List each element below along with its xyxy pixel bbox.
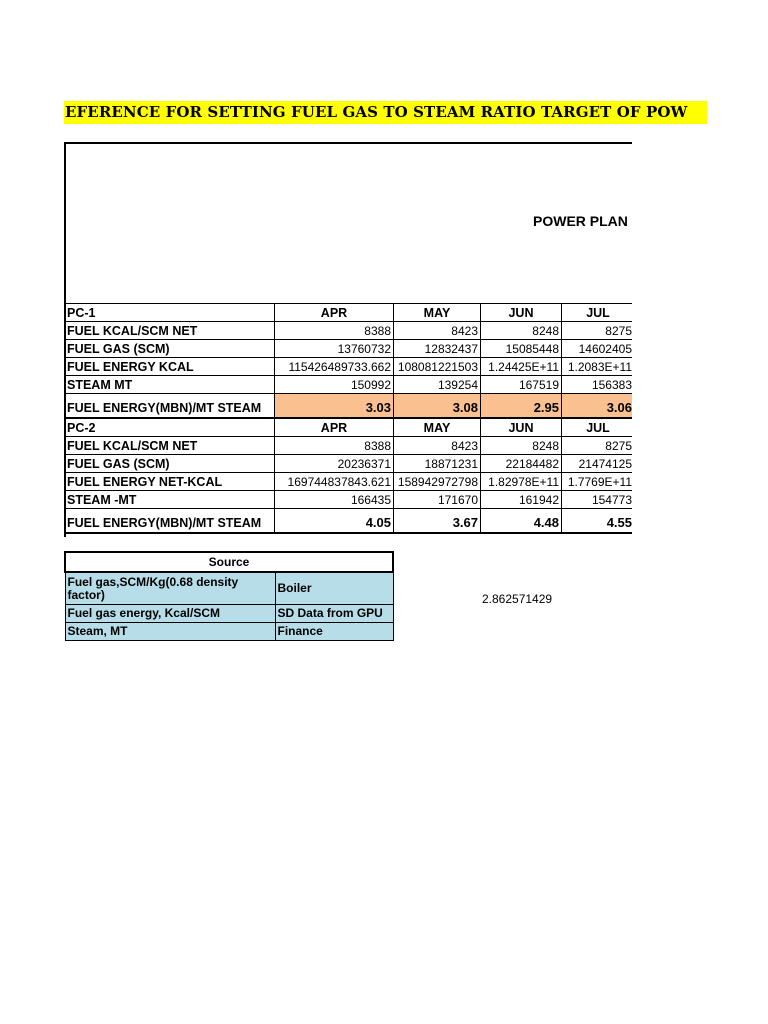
pc1-month-may[interactable]: MAY [394,304,481,322]
cell[interactable]: 1.24425E+11 [481,358,562,376]
table-row [65,473,633,491]
table-row [65,340,633,358]
cell[interactable]: 22184482 [481,455,562,473]
cell[interactable]: 20236371 [275,455,394,473]
cell[interactable]: 8388 [275,437,394,455]
cell[interactable]: 14602405 [562,340,633,358]
row-label[interactable]: STEAM -MT [65,491,275,509]
cell[interactable]: 18871231 [394,455,481,473]
cell[interactable]: 171670 [394,491,481,509]
plant-title: POWER PLAN [533,213,628,229]
table-row [65,437,633,455]
source-table [64,551,394,641]
cell[interactable]: 161942 [481,491,562,509]
cell[interactable]: 8248 [481,437,562,455]
cell[interactable]: 156383 [562,376,633,394]
pc2-header-row [65,418,633,437]
cell[interactable]: 108081221503 [394,358,481,376]
pc2-label[interactable]: PC-2 [65,418,275,437]
source-origin[interactable]: SD Data from GPU [275,605,393,623]
table-row [65,376,633,394]
cell[interactable]: 1.2083E+11 [562,358,633,376]
table-row [65,605,393,623]
source-origin[interactable]: Finance [275,623,393,641]
table-row [65,572,393,605]
ratio-cell[interactable]: 3.03 [275,394,394,419]
pc1-month-jun[interactable]: JUN [481,304,562,322]
cell[interactable]: 167519 [481,376,562,394]
ratio-cell[interactable]: 3.67 [394,509,481,534]
row-label[interactable]: FUEL KCAL/SCM NET [65,437,275,455]
pc1-ratio-row [65,394,633,419]
pc2-month-apr[interactable]: APR [275,418,394,437]
table-row [65,491,633,509]
row-label[interactable]: FUEL ENERGY(MBN)/MT STEAM [65,394,275,419]
cell[interactable]: 1.82978E+11 [481,473,562,491]
row-label[interactable]: FUEL ENERGY(MBN)/MT STEAM [65,509,275,534]
ratio-cell[interactable]: 4.48 [481,509,562,534]
cell[interactable]: 12832437 [394,340,481,358]
cell[interactable]: 8423 [394,322,481,340]
source-item[interactable]: Fuel gas energy, Kcal/SCM [65,605,275,623]
pc1-month-apr[interactable]: APR [275,304,394,322]
pc1-label[interactable]: PC-1 [65,304,275,322]
pc2-month-jun[interactable]: JUN [481,418,562,437]
source-origin[interactable]: Boiler [275,572,393,605]
table-row [65,322,633,340]
cell[interactable]: 13760732 [275,340,394,358]
cell[interactable]: 8275 [562,322,633,340]
table-row [65,623,393,641]
row-label[interactable]: FUEL GAS (SCM) [65,340,275,358]
cell[interactable]: 139254 [394,376,481,394]
row-label[interactable]: STEAM MT [65,376,275,394]
ratio-cell[interactable]: 3.06 [562,394,633,419]
document-title: EFERENCE FOR SETTING FUEL GAS TO STEAM RATIO TARGET OF POW [65,103,688,121]
ratio-cell[interactable]: 2.95 [481,394,562,419]
table-row [65,358,633,376]
cell[interactable]: 8388 [275,322,394,340]
cell[interactable]: 8423 [394,437,481,455]
cell[interactable]: 21474125 [562,455,633,473]
row-label[interactable]: FUEL GAS (SCM) [65,455,275,473]
row-label[interactable]: FUEL KCAL/SCM NET [65,322,275,340]
row-label[interactable]: FUEL ENERGY KCAL [65,358,275,376]
source-item[interactable]: Fuel gas,SCM/Kg(0.68 density factor) [65,572,275,605]
pc1-header-row [65,304,633,322]
ratio-cell[interactable]: 4.55 [562,509,633,534]
ratio-cell[interactable]: 4.05 [275,509,394,534]
cell[interactable]: 166435 [275,491,394,509]
cell[interactable]: 1.7769E+11 [562,473,633,491]
source-item[interactable]: Steam, MT [65,623,275,641]
cell[interactable]: 154773 [562,491,633,509]
cell[interactable]: 8275 [562,437,633,455]
pc1-month-jul[interactable]: JUL [562,304,633,322]
calculated-value[interactable]: 2.862571429 [482,592,553,606]
cell[interactable]: 169744837843.621 [275,473,394,491]
ratio-cell[interactable]: 3.08 [394,394,481,419]
source-header[interactable]: Source [65,552,393,572]
cell[interactable]: 158942972798 [394,473,481,491]
pc2-ratio-row [65,509,633,534]
pc2-month-jul[interactable]: JUL [562,418,633,437]
fuel-ratio-table [64,303,632,534]
row-label[interactable]: FUEL ENERGY NET-KCAL [65,473,275,491]
source-header-row [65,552,393,572]
cell[interactable]: 150992 [275,376,394,394]
cell[interactable]: 15085448 [481,340,562,358]
pc2-month-may[interactable]: MAY [394,418,481,437]
table-row [65,455,633,473]
cell[interactable]: 8248 [481,322,562,340]
cell[interactable]: 115426489733.662 [275,358,394,376]
